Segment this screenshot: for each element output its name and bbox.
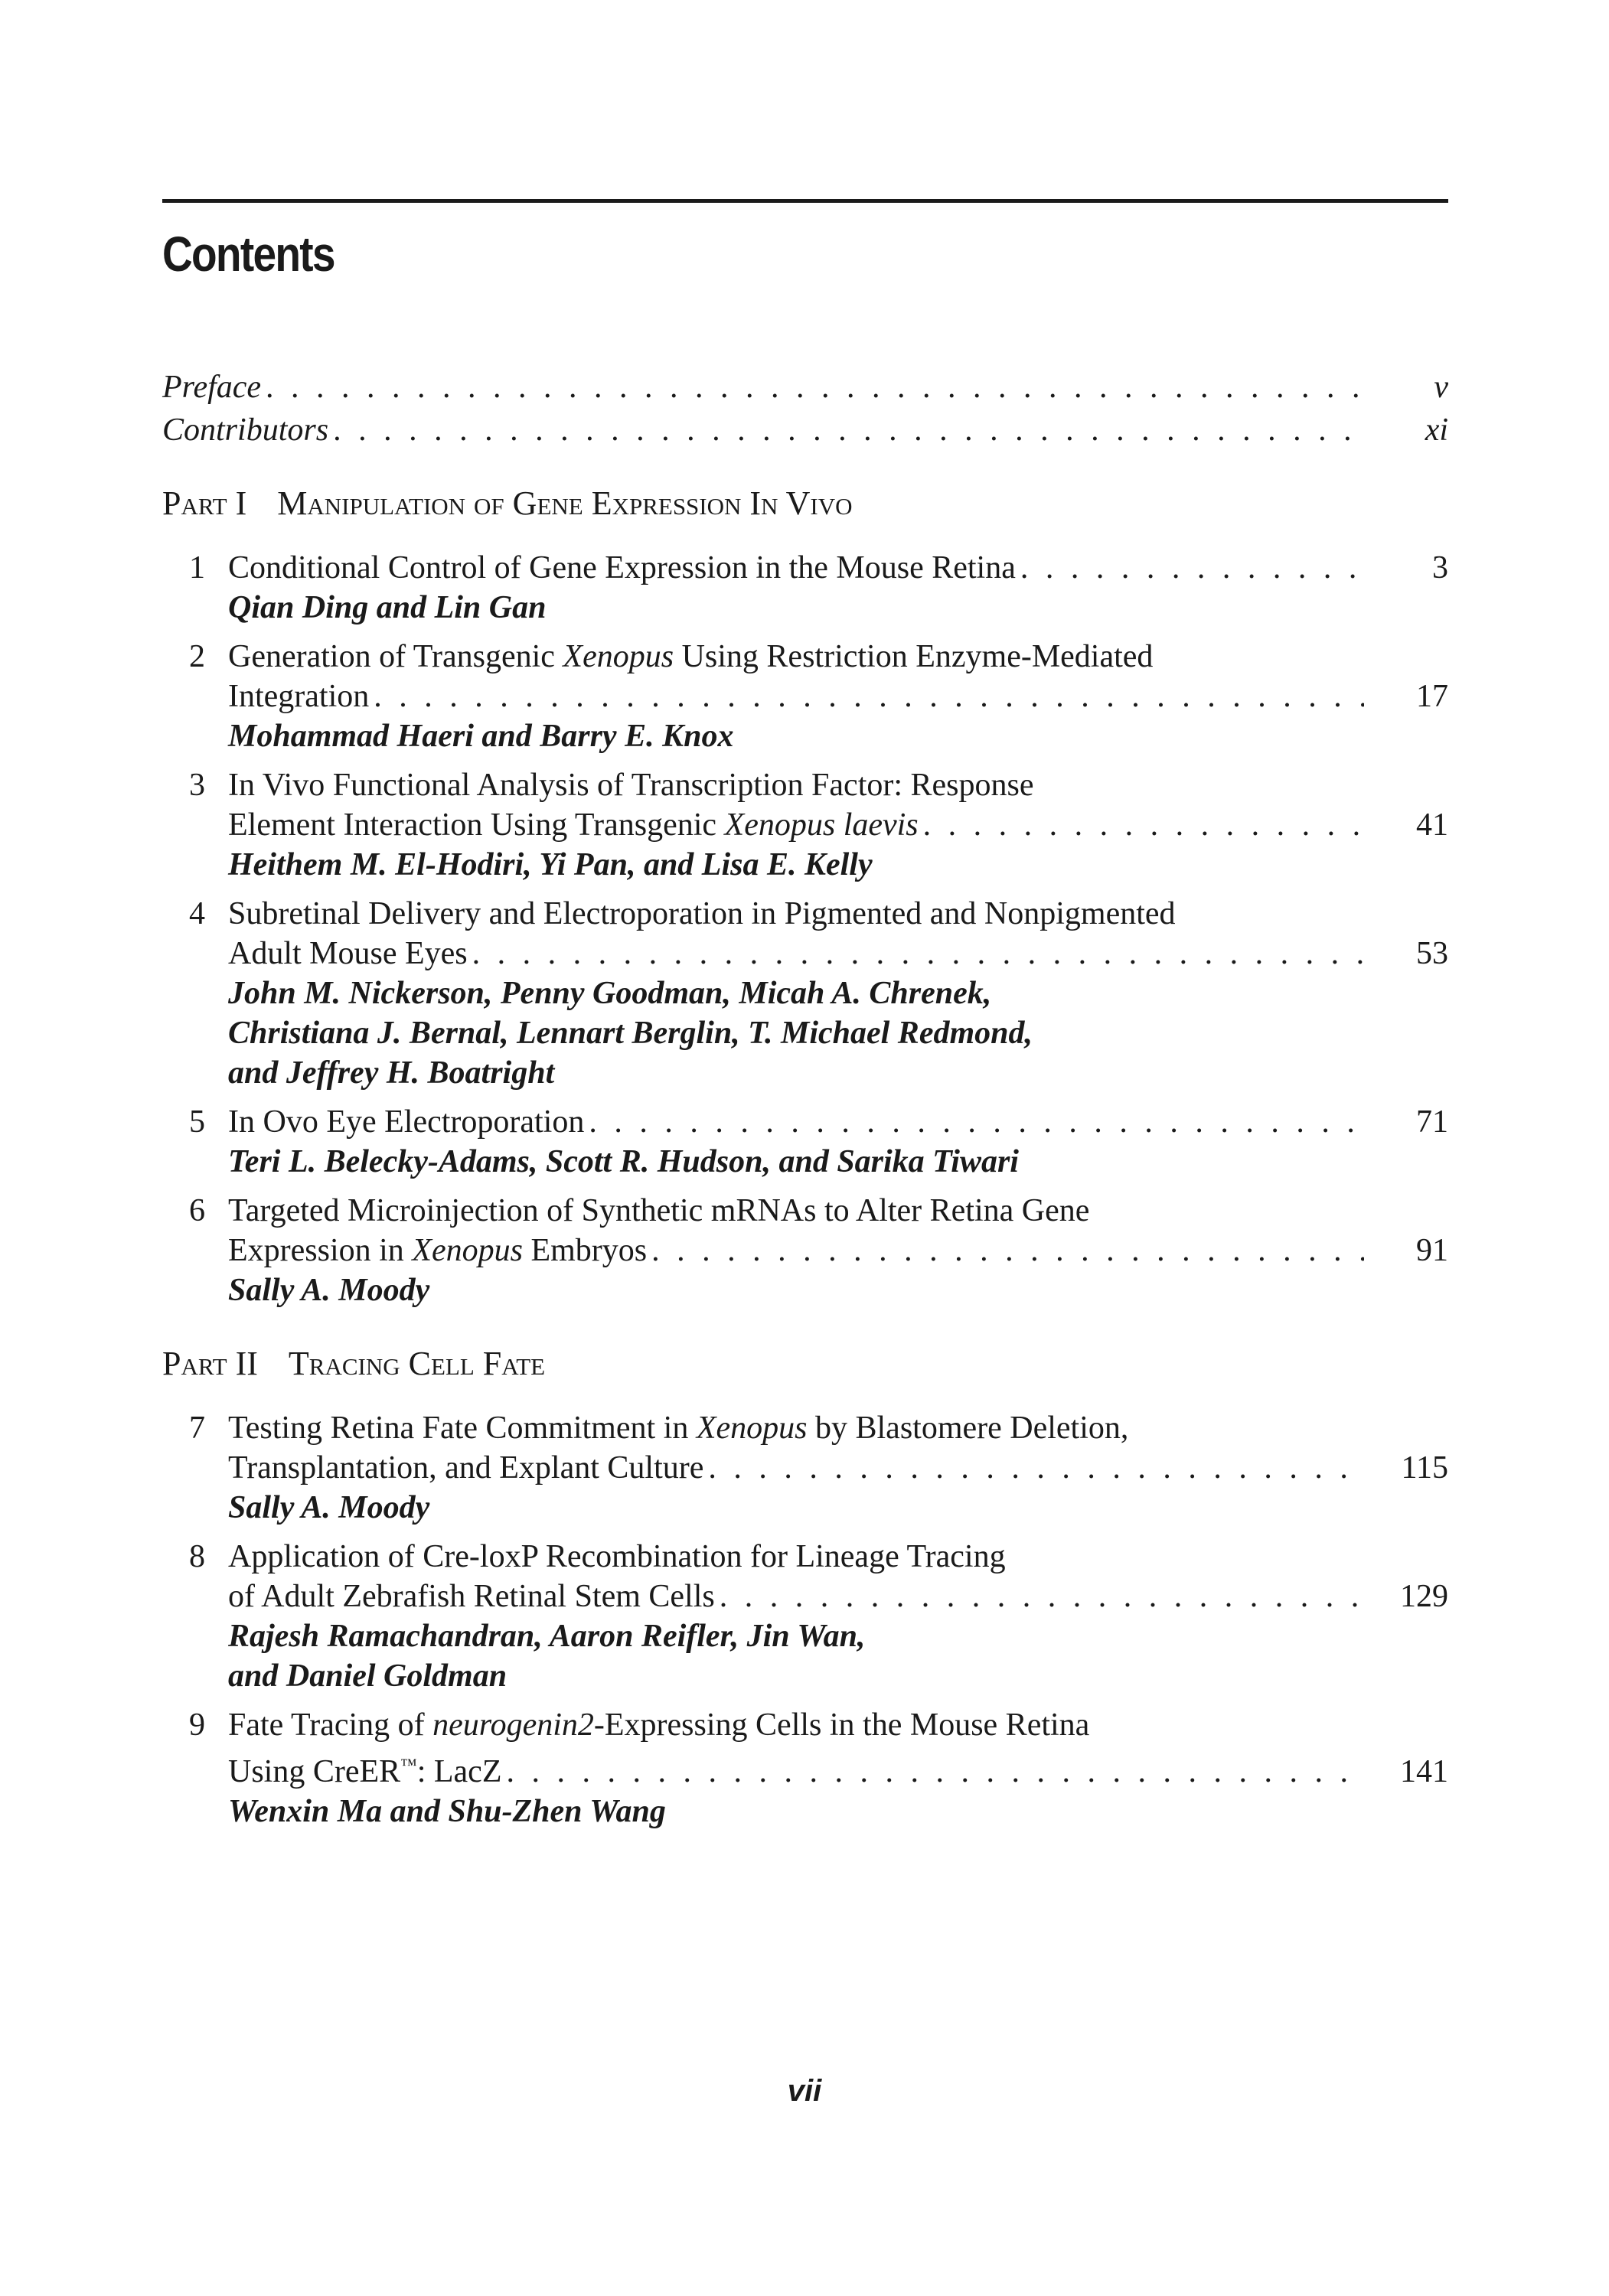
- part-heading: [162, 482, 1448, 525]
- part-number: Part II: [162, 1345, 258, 1382]
- page-number: vii: [787, 2074, 822, 2108]
- toc-chapter-9[interactable]: [162, 1705, 1448, 1841]
- chapter-number: 3: [189, 768, 205, 803]
- dot-leader: [923, 805, 1364, 845]
- part-title: Tracing Cell Fate: [288, 1345, 546, 1382]
- chapter-title: In Ovo Eye Electroporation: [228, 1104, 585, 1140]
- chapter-number: 4: [189, 896, 205, 931]
- dot-leader: [333, 409, 1364, 452]
- chapter-title: Fate Tracing of neurogenin2-Expressing Cells in the Mouse Retina: [228, 1707, 1090, 1743]
- chapter-page-number: 115: [1401, 1450, 1448, 1486]
- chapter-authors: Teri L. Belecky-Adams, Scott R. Hudson, and Sarika Tiwari: [228, 1144, 1019, 1179]
- dot-leader: [266, 366, 1364, 409]
- chapter-page-number: 17: [1416, 679, 1448, 714]
- chapter-number: 1: [189, 550, 205, 585]
- entry-label: Contributors: [162, 413, 329, 448]
- top-rule: [162, 199, 1448, 203]
- entry-page-number: xi: [1425, 413, 1448, 448]
- chapter-authors: Heithem M. El-Hodiri, Yi Pan, and Lisa E. Kelly: [228, 847, 873, 882]
- chapter-number: 5: [189, 1104, 205, 1140]
- chapter-authors: Mohammad Haeri and Barry E. Knox: [228, 719, 734, 754]
- chapter-authors: John M. Nickerson, Penny Goodman, Micah A. Chrenek, Christiana J. Bernal, Lennart Berglin, T. Michael Redmond, and Jeffrey H. Boatright: [228, 976, 1033, 1091]
- chapter-number: 8: [189, 1539, 205, 1574]
- chapter-title: Conditional Control of Gene Expression in the Mouse Retina: [228, 550, 1016, 585]
- dot-leader: [506, 1752, 1364, 1792]
- chapter-page-number: 91: [1416, 1233, 1448, 1268]
- toc-chapter-2[interactable]: [162, 637, 1448, 765]
- chapter-title: Subretinal Delivery and Electroporation in Pigmented and Nonpigmented: [228, 896, 1176, 931]
- chapter-title-cont: of Adult Zebrafish Retinal Stem Cells: [228, 1579, 715, 1614]
- toc-entry-preface[interactable]: [162, 366, 1448, 409]
- chapter-page-number: 141: [1400, 1754, 1448, 1789]
- toc-chapter-6[interactable]: [162, 1191, 1448, 1319]
- chapter-number: 6: [189, 1193, 205, 1228]
- chapter-page-number: 71: [1416, 1104, 1448, 1140]
- chapter-number: 7: [189, 1411, 205, 1446]
- dot-leader: [374, 677, 1364, 716]
- chapter-title-cont: Expression in Xenopus Embryos: [228, 1233, 648, 1268]
- chapter-authors: Sally A. Moody: [228, 1273, 430, 1308]
- toc-chapter-1[interactable]: [162, 548, 1448, 637]
- dot-leader: [708, 1448, 1364, 1488]
- entry-label: Preface: [162, 370, 262, 405]
- chapter-title-cont: Transplantation, and Explant Culture: [228, 1450, 704, 1486]
- toc-chapter-3[interactable]: [162, 765, 1448, 894]
- page-title: Contents: [162, 227, 335, 282]
- chapter-title-cont: Integration: [228, 679, 370, 714]
- chapter-title-cont: Element Interaction Using Transgenic Xenopus laevis: [228, 807, 919, 843]
- chapter-page-number: 53: [1416, 936, 1448, 971]
- chapter-authors: Wenxin Ma and Shu-Zhen Wang: [228, 1794, 666, 1829]
- toc-entry-contributors[interactable]: [162, 409, 1448, 452]
- chapter-number: 9: [189, 1707, 205, 1743]
- dot-leader: [720, 1577, 1364, 1616]
- chapter-title: Testing Retina Fate Commitment in Xenopus by Blastomere Deletion,: [228, 1411, 1129, 1446]
- chapter-page-number: 3: [1432, 550, 1448, 585]
- dot-leader: [472, 934, 1364, 974]
- toc-chapter-4[interactable]: [162, 894, 1448, 1102]
- chapter-title: In Vivo Functional Analysis of Transcription Factor: Response: [228, 768, 1034, 803]
- chapter-title: Application of Cre-loxP Recombination for Lineage Tracing: [228, 1539, 1006, 1574]
- chapter-authors: Sally A. Moody: [228, 1490, 430, 1525]
- chapter-title: Generation of Transgenic Xenopus Using Restriction Enzyme-Mediated: [228, 639, 1154, 674]
- dot-leader: [589, 1102, 1364, 1142]
- toc-chapter-5[interactable]: [162, 1102, 1448, 1191]
- toc-chapter-7[interactable]: [162, 1408, 1448, 1537]
- chapter-number: 2: [189, 639, 205, 674]
- toc-chapter-8[interactable]: [162, 1537, 1448, 1705]
- table-of-contents: [162, 366, 1448, 1841]
- part-title: Manipulation of Gene Expression In Vivo: [277, 484, 853, 522]
- dot-leader: [1020, 548, 1364, 588]
- dot-leader: [651, 1231, 1364, 1270]
- part-number: Part I: [162, 484, 247, 522]
- chapter-authors: Qian Ding and Lin Gan: [228, 590, 547, 625]
- chapter-title-cont: Adult Mouse Eyes: [228, 936, 468, 971]
- part-heading: [162, 1342, 1448, 1385]
- entry-page-number: v: [1434, 370, 1448, 405]
- chapter-title: Targeted Microinjection of Synthetic mRNAs to Alter Retina Gene: [228, 1193, 1090, 1228]
- chapter-page-number: 41: [1416, 807, 1448, 843]
- chapter-title-cont: Using CreER™: LacZ: [228, 1754, 502, 1789]
- chapter-authors: Rajesh Ramachandran, Aaron Reifler, Jin Wan, and Daniel Goldman: [228, 1619, 866, 1694]
- chapter-page-number: 129: [1400, 1579, 1448, 1614]
